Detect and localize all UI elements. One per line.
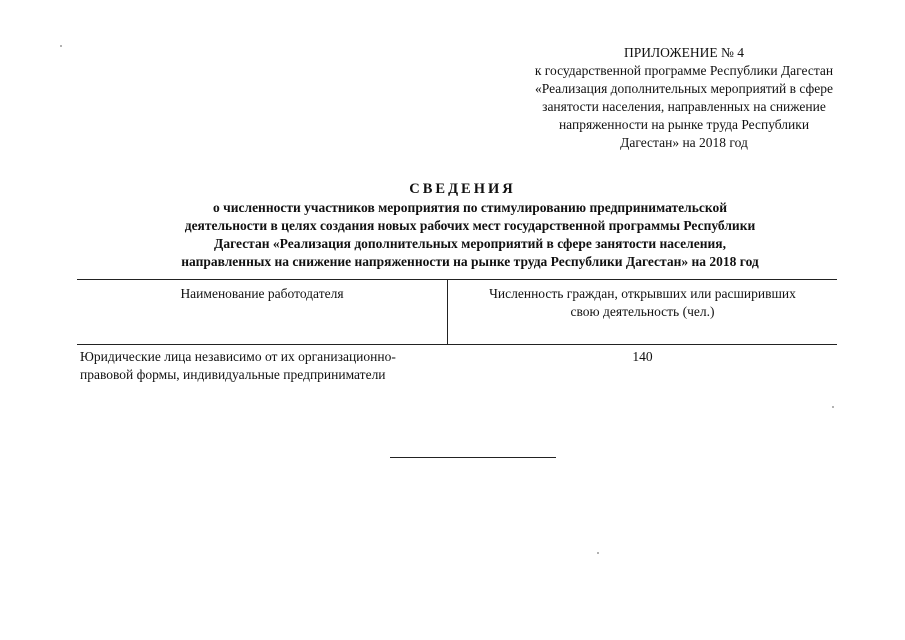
- header-count-label: Численность граждан, открывших или расширивших: [489, 286, 796, 301]
- count-value: 140: [632, 349, 653, 364]
- document-subtitle-line: Дагестан «Реализация дополнительных мероприятий в сфере занятости населения,: [214, 236, 726, 251]
- employer-text: Юридические лица независимо от их организационно-: [80, 349, 396, 364]
- table-row-employer: [80, 348, 448, 384]
- document-heading: [100, 180, 840, 271]
- annex-line: занятости населения, направленных на снижение: [542, 99, 826, 114]
- annex-line: к государственной программе Республики Дагестан: [534, 63, 834, 78]
- scan-speck: [832, 406, 834, 408]
- document-subtitle-line: направленных на снижение напряженности на рынке труда Республики Дагестан» на 2018 год: [181, 254, 759, 269]
- annex-line: напряженности на рынке труда Республики: [558, 117, 810, 132]
- document-subtitle-line: деятельности в целях создания новых рабочих мест государственной программы Республики: [184, 218, 756, 233]
- annex-line: Дагестан» на 2018 год: [620, 135, 748, 150]
- header-employer: [77, 285, 447, 303]
- header-employer-label: Наименование работодателя: [180, 286, 344, 301]
- annex-block: [500, 44, 868, 152]
- annex-line: «Реализация дополнительных мероприятий в сфере: [534, 81, 834, 96]
- table-row-count: [448, 348, 837, 366]
- scan-speck: [60, 45, 62, 47]
- closing-rule: [390, 457, 556, 458]
- header-count: [448, 285, 837, 321]
- scan-speck: [597, 552, 599, 554]
- document-title: СВЕДЕНИЯ: [409, 181, 516, 197]
- annex-title: ПРИЛОЖЕНИЕ № 4: [623, 45, 745, 60]
- document-subtitle-line: о численности участников мероприятия по стимулированию предпринимательской: [212, 200, 728, 215]
- table-top-rule: [77, 279, 837, 280]
- employer-text: правовой формы, индивидуальные предприниматели: [80, 367, 386, 382]
- table-header-rule: [77, 344, 837, 345]
- header-count-label: свою деятельность (чел.): [570, 304, 715, 319]
